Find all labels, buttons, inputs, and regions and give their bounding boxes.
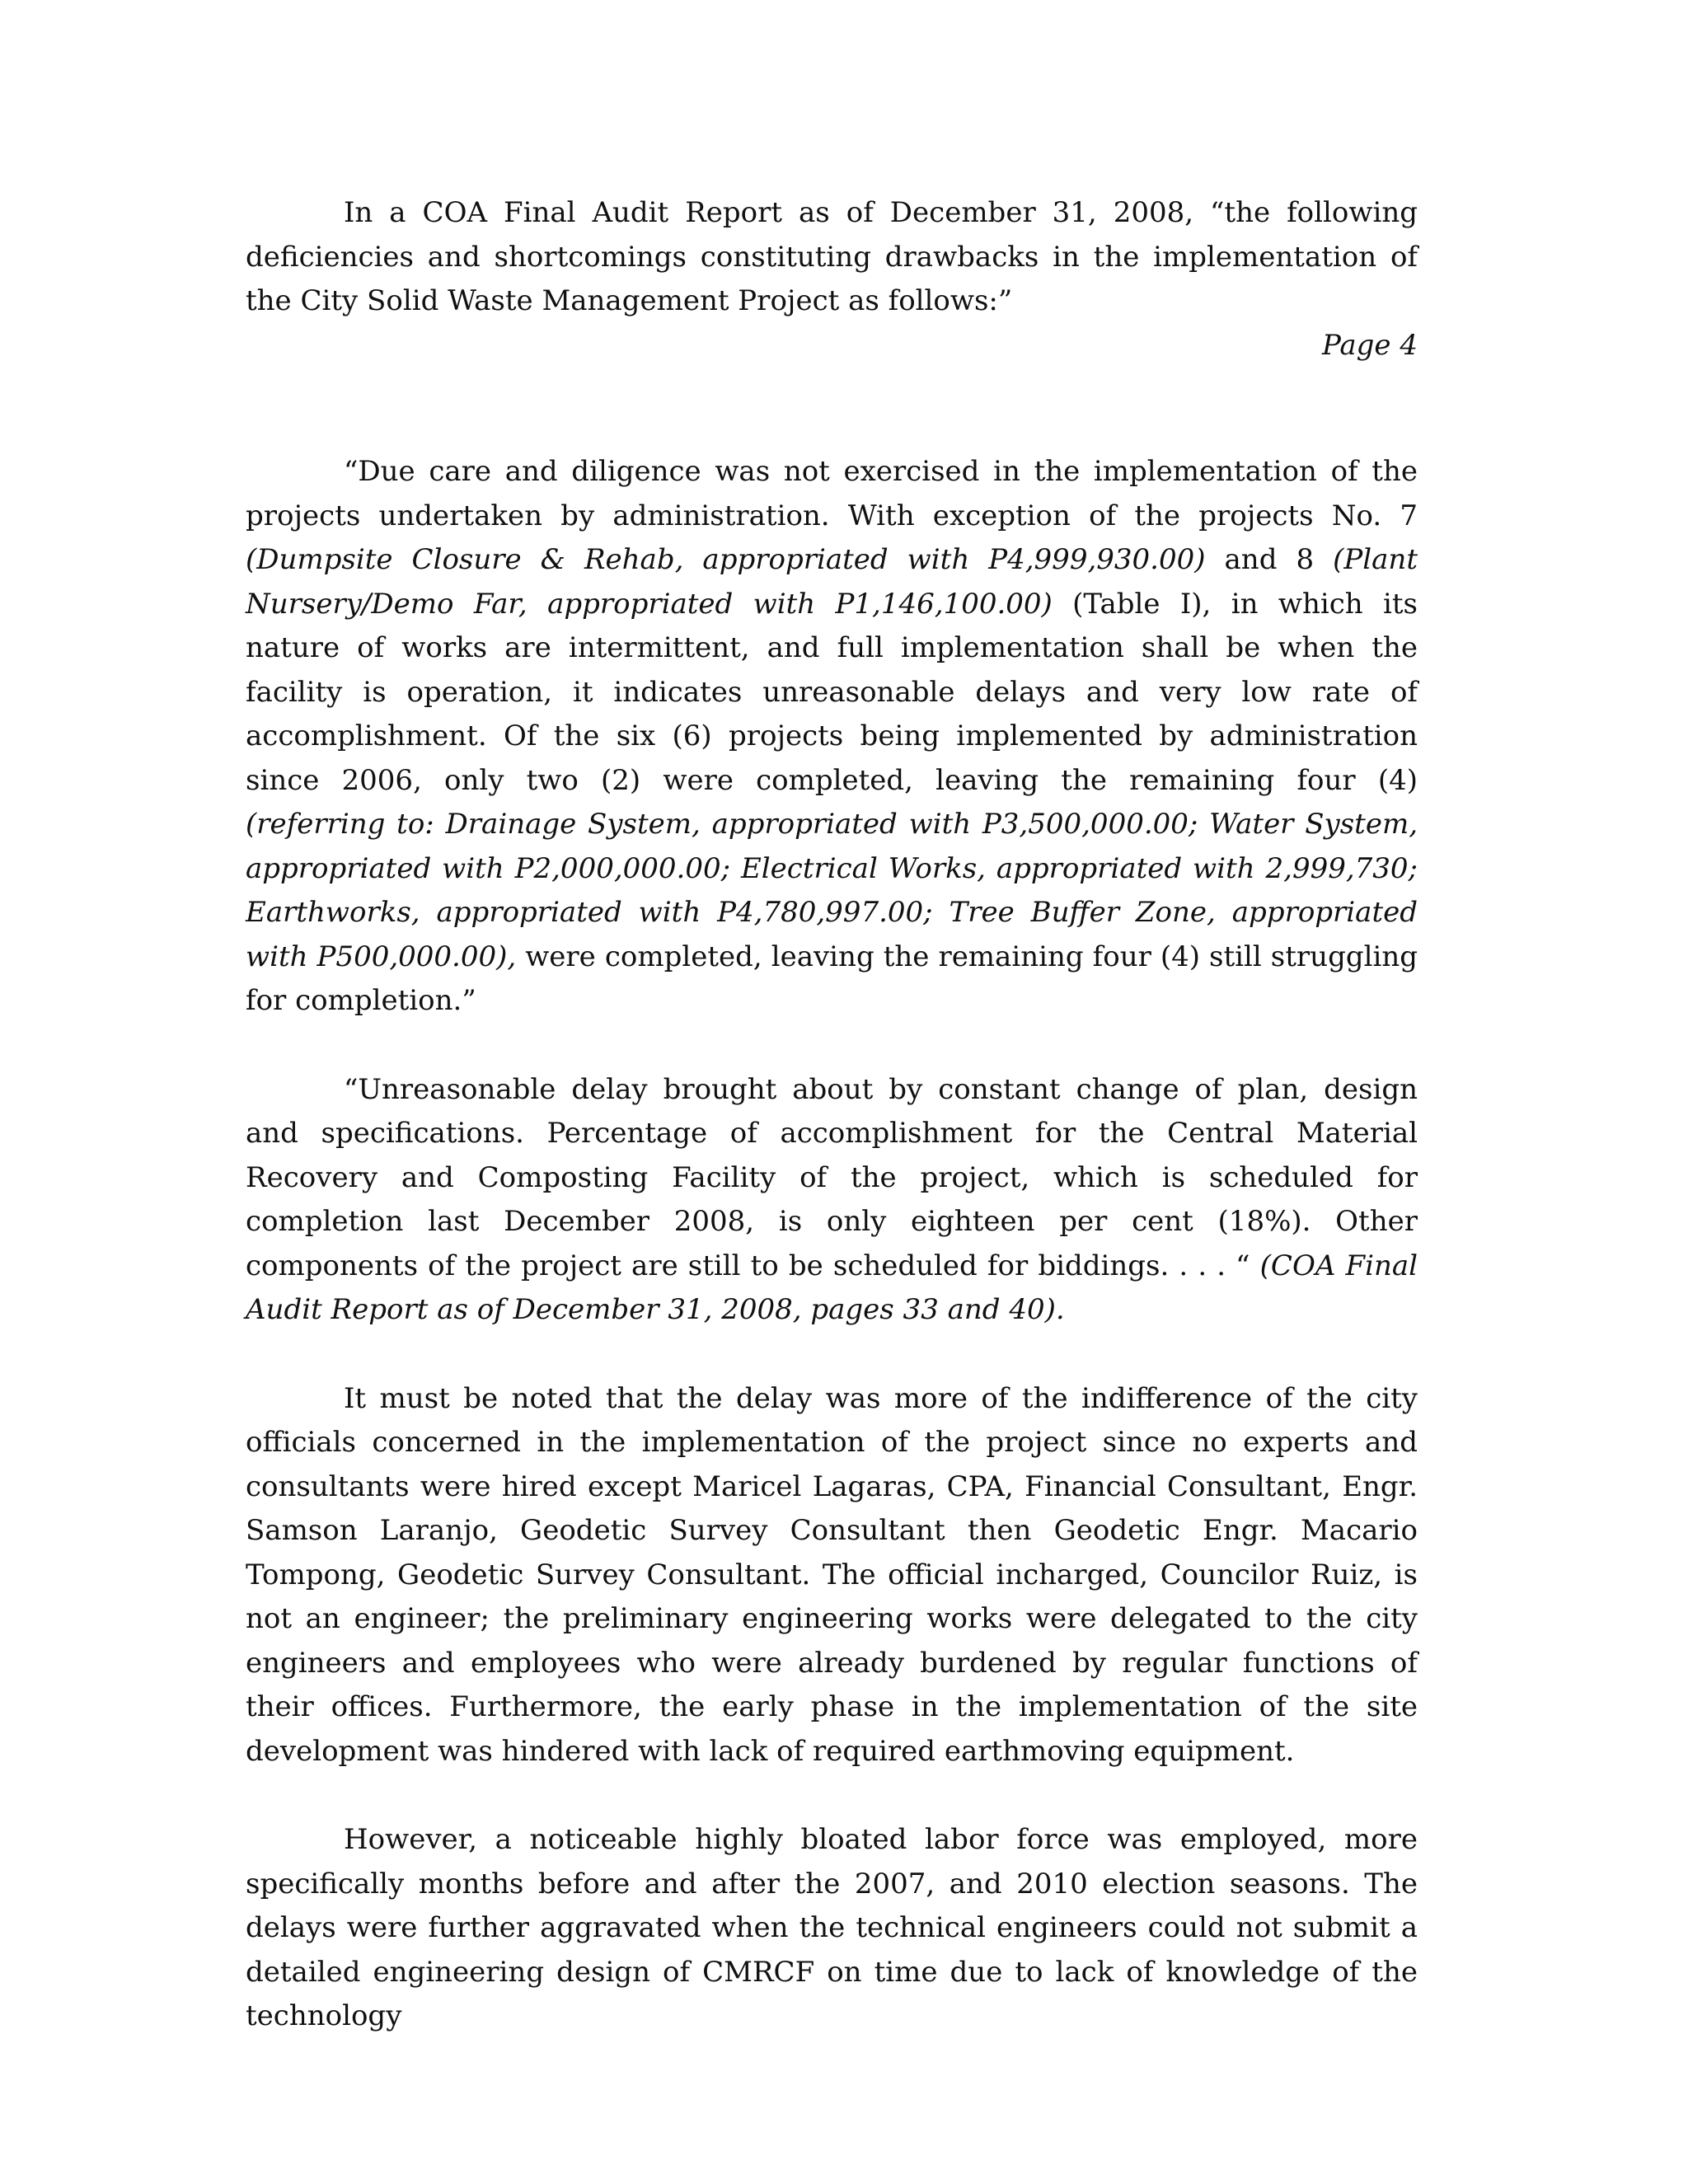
spacer [246, 1333, 1418, 1377]
delay-noted-paragraph: It must be noted that the delay was more of the indifference of the city officials concerned in the implementation of the project since no experts and consultants were hired except Maricel Lagaras, CPA, Financial Consultant, Engr. Samson Laranjo, Geodetic Survey Consultant then Geodetic Engr. Macario Tompong, Geodetic Survey Consultant. The official incharged, Councilor Ruiz, is not an engineer; the preliminary engineering works were delegated to the city engineers and employees who were already burdened by regular functions of their offices. Furthermore, the early phase in the implementation of the site development was hindered with lack of required earthmoving equipment. [246, 1381, 1418, 1768]
intro-paragraph: In a COA Final Audit Report as of December 31, 2008, “the following deficiencies and shortcomings constituting drawbacks in the implementation of the City Solid Waste Management Project as follows:” [246, 196, 1418, 317]
unreasonable-delay-text: “Unreasonable delay brought about by constant change of plan, design and specifications. Percentage of accomplishment for the Central Material Recovery and Composting Facility of the project, which is scheduled for completion last December 2008, is only eighteen per cent (18%). Other components of the project are still to be scheduled for biddings. . . . “ [246, 1072, 1418, 1282]
spacer [246, 1774, 1418, 1818]
due-care-text-4: were completed, leaving the remaining four (4) still struggling for completion.” [246, 940, 1418, 1017]
spacer [246, 1024, 1418, 1068]
due-care-paragraph [246, 450, 1418, 1024]
unreasonable-delay-paragraph [246, 1068, 1418, 1333]
due-care-text-2: and 8 [1205, 543, 1334, 576]
document-page [246, 191, 1418, 2039]
due-care-text-1: “Due care and diligence was not exercised in the implementation of the projects undertaken by administration. With exception of the projects No. 7 [246, 455, 1418, 532]
dumpsite-reference: (Dumpsite Closure & Rehab, appropriated with P4,999,930.00) [246, 543, 1206, 576]
plant-nursery-reference: (Plant Nursery/Demo Far, appropriated with P1,146,100.00) [246, 543, 1418, 621]
spacer [246, 368, 1418, 450]
labor-force-paragraph: However, a noticeable highly bloated labor force was employed, more specifically months before and after the 2007, and 2010 election seasons. The delays were further aggravated when the technical engineers could not submit a detailed engineering design of CMRCF on time due to lack of knowledge of the technology [246, 1823, 1418, 2032]
remaining-projects-reference: (referring to: Drainage System, appropriated with P3,500,000.00; Water System, appropriated with P2,000,000.00; Electrical Works, appropriated with 2,999,730; Earthworks, appropriated with P4,780,997.00; Tree Buffer Zone, appropriated with P500,000.00), [246, 808, 1418, 973]
page-number: Page 4 [1322, 328, 1418, 362]
due-care-text-3: (Table I), in which its nature of works are intermittent, and full implementation shall be when the facility is operation, it indicates unreasonable delays and very low rate of accomplishment. Of the six (6) projects being implemented by administration since 2006, only two (2) were completed, leaving the remaining four (4) [246, 587, 1418, 797]
coa-report-citation: (COA Final Audit Report as of December 31, 2008, pages 33 and 40). [246, 1249, 1418, 1326]
